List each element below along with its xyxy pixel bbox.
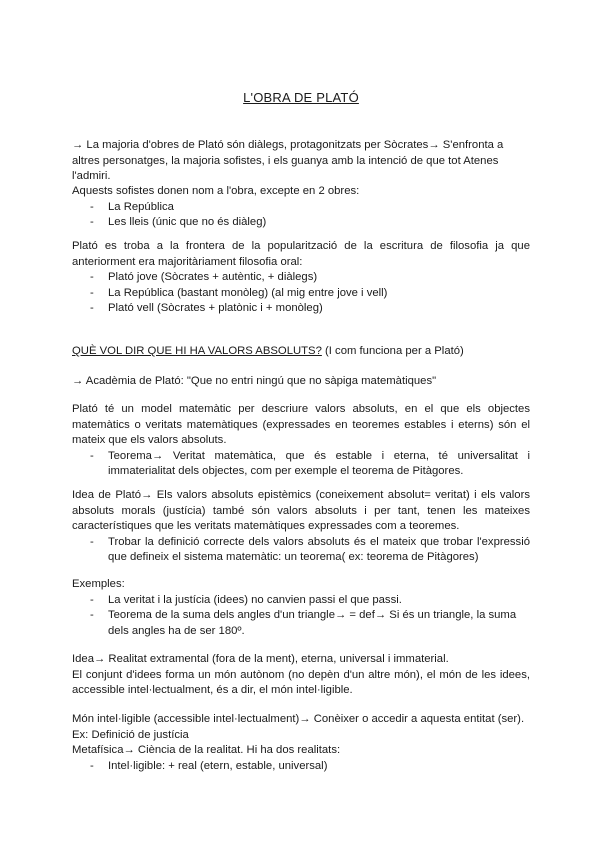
valors-heading-text xyxy=(72,344,530,360)
exemples-list xyxy=(72,593,530,640)
mon-line-3: Metafísica→ Ciència de la realitat. Hi ha dos realitats: xyxy=(72,744,341,757)
list-item: - Plató vell (Sòcrates + platònic i + monòleg) xyxy=(72,301,530,317)
frontera-list xyxy=(72,270,530,317)
list-item: - Intel·ligible: + real (etern, estable, universal) xyxy=(72,759,530,775)
academia-line xyxy=(72,374,530,390)
exemples-section xyxy=(72,577,530,639)
list-item: - Teorema→ Veritat matemàtica, que és estable i eterna, té universalitat i immaterialitat dels objectes, com per exemple el teorema de Pitàgores. xyxy=(72,449,530,480)
model-list xyxy=(72,449,530,480)
idea-section xyxy=(72,488,530,566)
list-item: - Plató jove (Sòcrates + autèntic, + diàlegs) xyxy=(72,270,530,286)
realitat-section xyxy=(72,652,530,699)
realitat-line-1: Idea→ Realitat extramental (fora de la ment), eterna, universal i immaterial. xyxy=(72,653,449,665)
intro-paragraph xyxy=(72,138,530,185)
mon-line-1: Món intel·ligible (accessible intel·lectualment)→ Conèixer o accedir a aquesta entitat (ser). xyxy=(72,713,525,725)
frontera-section xyxy=(72,239,530,317)
sofistes-section xyxy=(72,184,530,231)
page-title: L'OBRA DE PLATÓ xyxy=(243,90,359,105)
idea-text: Idea de Plató→ Els valors absoluts epistèmics (coneixement absolut= veritat) i els valors absoluts morals (justícia) també són valors absoluts i per tant, tenen les mateixes característiques que les veritats matemàtiques expressades com a teoremes. xyxy=(72,489,530,533)
list-item: - La veritat i la justícia (idees) no canvien passi el que passi. xyxy=(72,593,530,609)
model-section xyxy=(72,402,530,480)
list-item: - Les lleis (únic que no és diàleg) xyxy=(72,215,530,231)
mon-line-2: Ex: Definició de justícia xyxy=(72,728,189,741)
valors-heading-suffix: (I com funciona per a Plató) xyxy=(321,345,464,357)
realitat-line-2: El conjunt d'idees forma un món autònom (no depèn d'un altre món), el món de les idees, accessible intel·lectualment, és a dir, el món intel·ligible. xyxy=(72,668,530,697)
valors-heading-line xyxy=(72,344,530,360)
list-item: - Teorema de la suma dels angles d'un triangle→ = def→ Si és un triangle, la suma dels angles ha de ser 180º. xyxy=(72,608,530,639)
exemples-heading: Exemples: xyxy=(72,578,125,590)
sofistes-list xyxy=(72,200,530,231)
sofistes-text: Aquests sofistes donen nom a l'obra, excepte en 2 obres: xyxy=(72,185,360,197)
frontera-text: Plató es troba a la frontera de la popularització de la escritura de filosofia ja que anteriorment era majoritàriament filosofia oral: xyxy=(72,240,530,268)
idea-list xyxy=(72,535,530,566)
list-item: - Trobar la definició correcte dels valors absoluts és el mateix que trobar l'expressió que defineix el sistema matemàtic: un teorema( ex: teorema de Pitàgores) xyxy=(72,535,530,566)
academia-text: → Acadèmia de Plató: "Que no entri ningú que no sàpiga matemàtiques" xyxy=(72,375,437,387)
mon-section xyxy=(72,712,530,774)
valors-heading: QUÈ VOL DIR QUE HI HA VALORS ABSOLUTS? xyxy=(72,345,322,357)
mon-list xyxy=(72,759,530,775)
list-item: - La República (bastant monòleg) (al mig entre jove i vell) xyxy=(72,286,530,302)
model-text: Plató té un model matemàtic per descriure valors absoluts, en el que els objectes matemàtics o veritats matemàtiques (expressades en teoremes estables i eterns) són el mateix que els valors absoluts. xyxy=(72,403,530,447)
list-item: - La República xyxy=(72,200,530,216)
intro-text: → La majoria d'obres de Plató són diàlegs, protagonitzats per Sòcrates→ S'enfronta a altres personatges, la majoria sofistes, i els guanya amb la intenció de que tot Atenes l'admiri. xyxy=(72,139,504,183)
